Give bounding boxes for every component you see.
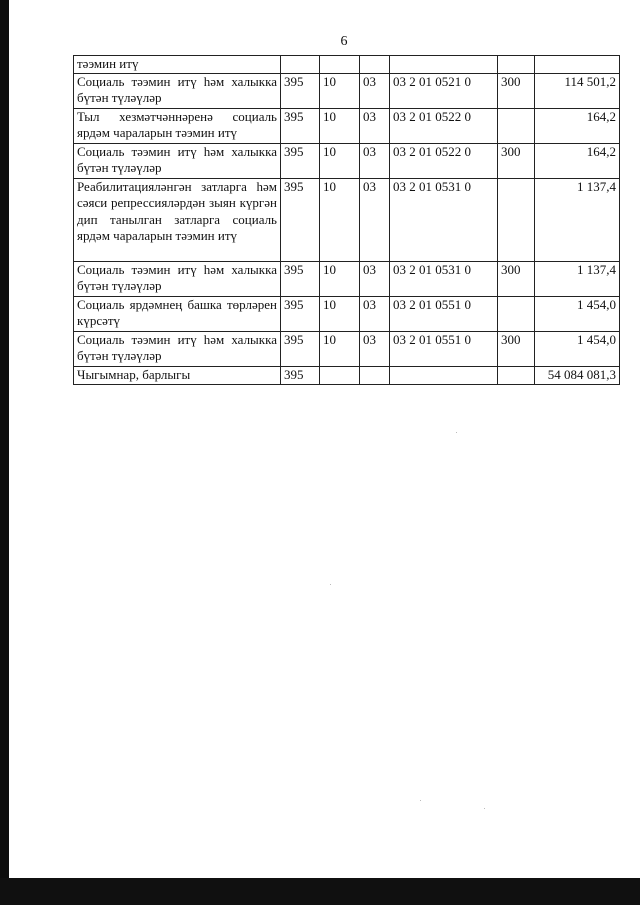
table-row (74, 108, 620, 143)
ministry-code: 395 (281, 296, 320, 331)
target-code: 03 2 01 0531 0 (390, 178, 498, 261)
ministry-code: 395 (281, 143, 320, 178)
subsection-code: 03 (360, 143, 390, 178)
expense-type-code (498, 178, 535, 261)
expense-type-code: 300 (498, 143, 535, 178)
total-label: Чыгымнар, барлыгы (74, 366, 281, 384)
amount: 1 454,0 (535, 296, 620, 331)
row-name: Социаль тәэмин итү һәм халыкка бүтән түләүләр (74, 261, 281, 296)
subsection-code: 03 (360, 73, 390, 108)
target-code: 03 2 01 0522 0 (390, 143, 498, 178)
subsection-code: 03 (360, 296, 390, 331)
budget-table (73, 55, 620, 385)
ministry-code: 395 (281, 108, 320, 143)
expense-type-code: 300 (498, 331, 535, 366)
row-name: Тыл хезмәтчәннәренә социаль ярдәм чараларын тәэмин итү (74, 108, 281, 143)
section-code: 10 (320, 261, 360, 296)
table-row (74, 178, 620, 261)
table-row (74, 296, 620, 331)
table-row-continuation (74, 56, 620, 74)
scan-speck (456, 432, 457, 433)
amount: 164,2 (535, 143, 620, 178)
expense-type-code: 300 (498, 261, 535, 296)
section-code: 10 (320, 108, 360, 143)
scan-speck (330, 584, 331, 585)
amount: 1 137,4 (535, 261, 620, 296)
expense-type-code (498, 296, 535, 331)
scan-speck (420, 800, 421, 801)
amount: 114 501,2 (535, 73, 620, 108)
target-code: 03 2 01 0521 0 (390, 73, 498, 108)
total-ministry-code: 395 (281, 366, 320, 384)
subsection-code: 03 (360, 261, 390, 296)
amount: 164,2 (535, 108, 620, 143)
table-row (74, 261, 620, 296)
expense-type-code: 300 (498, 73, 535, 108)
amount: 1 137,4 (535, 178, 620, 261)
section-code: 10 (320, 178, 360, 261)
target-code: 03 2 01 0551 0 (390, 331, 498, 366)
subsection-code: 03 (360, 108, 390, 143)
row-name: Социаль тәэмин итү һәм халыкка бүтән түләүләр (74, 331, 281, 366)
amount: 1 454,0 (535, 331, 620, 366)
ministry-code: 395 (281, 331, 320, 366)
ministry-code: 395 (281, 178, 320, 261)
row-name: Социаль ярдәмнең башка төрләрен күрсәтү (74, 296, 281, 331)
row-name: Социаль тәэмин итү һәм халыкка бүтән түләүләр (74, 73, 281, 108)
expense-type-code (498, 108, 535, 143)
total-amount: 54 084 081,3 (535, 366, 620, 384)
section-code: 10 (320, 331, 360, 366)
row-name: тәэмин итү (74, 56, 281, 74)
ministry-code: 395 (281, 73, 320, 108)
section-code: 10 (320, 73, 360, 108)
table-row (74, 73, 620, 108)
target-code: 03 2 01 0551 0 (390, 296, 498, 331)
page-number: 6 (340, 34, 348, 49)
target-code: 03 2 01 0531 0 (390, 261, 498, 296)
target-code: 03 2 01 0522 0 (390, 108, 498, 143)
subsection-code: 03 (360, 178, 390, 261)
table-row (74, 143, 620, 178)
scan-edge-bottom (0, 878, 640, 905)
table-row (74, 331, 620, 366)
row-name: Социаль тәэмин итү һәм халыкка бүтән түләүләр (74, 143, 281, 178)
section-code: 10 (320, 296, 360, 331)
scan-edge-left (0, 0, 9, 885)
ministry-code: 395 (281, 261, 320, 296)
subsection-code: 03 (360, 331, 390, 366)
row-name: Реабилитацияләнгән затларга һәм сәяси репрессияләрдән зыян күргән дип танылган затларга социаль ярдәм чараларын тәэмин итү (74, 178, 281, 261)
scan-speck (484, 808, 485, 809)
table-row-total (74, 366, 620, 384)
section-code: 10 (320, 143, 360, 178)
